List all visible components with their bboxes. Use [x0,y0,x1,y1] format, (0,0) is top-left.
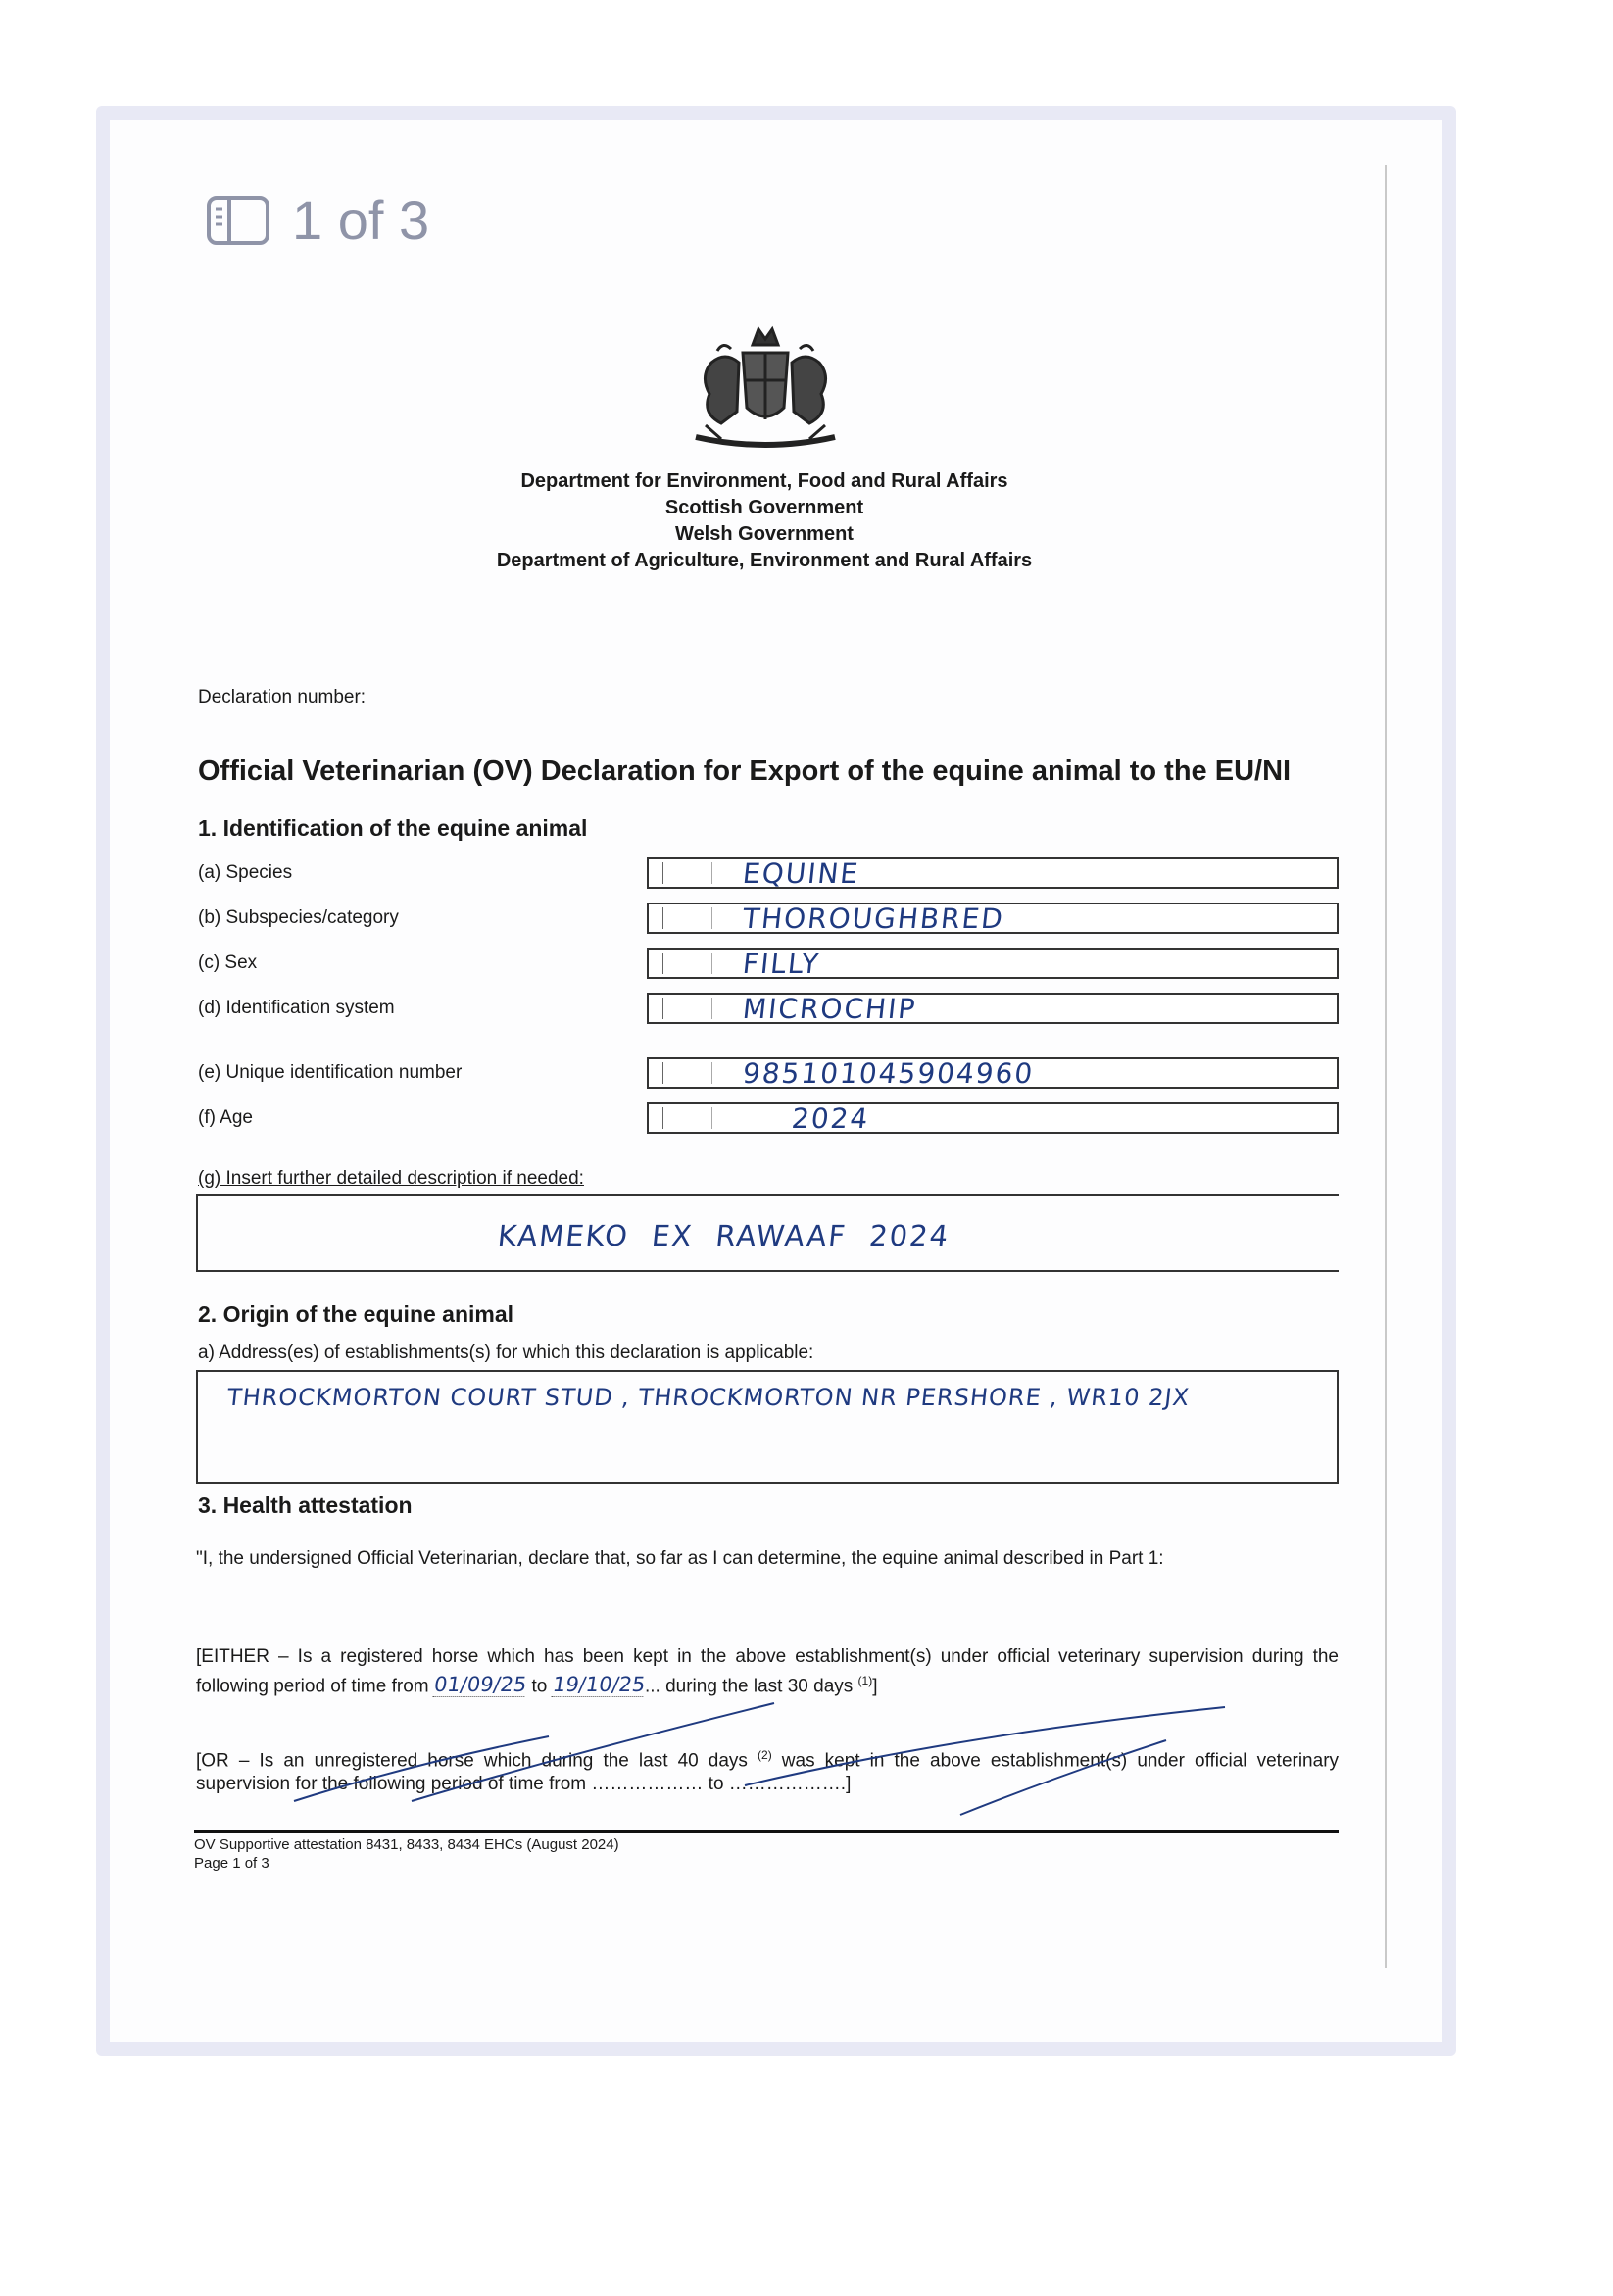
subspecies-value: THOROUGHBRED [741,903,1006,935]
footnote-ref: (2) [758,1748,772,1762]
footer-divider [194,1830,1339,1833]
attestation-intro: "I, the undersigned Official Veterinarian, declare that, so far as I can determine, the equine animal described in Part 1: [196,1548,1164,1569]
either-close-bracket: ] [872,1676,878,1697]
age-label: (f) Age [198,1107,253,1128]
page-indicator[interactable] [206,188,429,252]
section-2-heading: 2. Origin of the equine animal [198,1301,514,1327]
period-from-value[interactable]: 01/09/25 [432,1673,528,1697]
sex-field[interactable] [647,948,1339,979]
either-text-end: ... during the last 30 days [644,1676,854,1697]
subspecies-label: (b) Subspecies/category [198,907,399,928]
department-name: Department for Environment, Food and Rural Affairs [520,470,1008,492]
department-list [372,468,1156,574]
declaration-number-label: Declaration number: [198,687,367,708]
either-text: [EITHER – Is a registered horse which has been kept in the above establishment(s) under official veterinary supervision during the following period of time from [196,1646,1339,1697]
unique-id-label: (e) Unique identification number [198,1062,463,1083]
section-3-heading: 3. Health attestation [198,1492,413,1518]
sex-value: FILLY [741,948,822,980]
or-clause [196,1743,1339,1796]
period-to-word: to [531,1676,548,1697]
or-text: [OR – Is an unregistered horse which during the last 40 days [196,1750,748,1772]
section-1-heading: 1. Identification of the equine animal [198,815,588,841]
address-value: THROCKMORTON COURT STUD , THROCKMORTON NR PERSHORE , WR10 2JX [225,1384,1192,1411]
footer-attestation-reference: OV Supportive attestation 8431, 8433, 8434 EHCs (August 2024) [194,1836,619,1853]
identification-system-label: (d) Identification system [198,998,395,1018]
address-field[interactable] [196,1370,1339,1484]
age-value: 2024 [790,1102,871,1135]
unique-id-field[interactable] [647,1057,1339,1089]
or-text-end: was kept in the above establishment(s) under official veterinary supervision for the following period of time from ……………… to ……………….] [196,1750,1340,1795]
identification-system-value: MICROCHIP [741,993,918,1025]
department-name: Department of Agriculture, Environment and Rural Affairs [496,550,1033,571]
royal-coat-of-arms-icon [682,323,849,463]
subspecies-field[interactable] [647,903,1339,934]
footnote-ref: (1) [857,1674,873,1687]
species-field[interactable] [647,857,1339,889]
department-name: Scottish Government [664,497,864,518]
period-to-value[interactable]: 19/10/25 [551,1673,647,1697]
description-label: (g) Insert further detailed description if needed: [198,1168,584,1189]
age-field[interactable] [647,1102,1339,1134]
sidebar-toggle-icon[interactable] [206,195,270,246]
description-value: KAMEKO EX RAWAAF 2024 [496,1219,952,1252]
page-edge-shadow [1385,165,1387,1968]
species-value: EQUINE [741,857,861,890]
form-title: Official Veterinarian (OV) Declaration for Export of the equine animal to the EU/NI [198,756,1292,787]
unique-id-value: 985101045904960 [741,1057,1036,1090]
page-count-label: 1 of 3 [292,189,430,251]
identification-system-field[interactable] [647,993,1339,1024]
footer-page-number: Page 1 of 3 [194,1855,269,1872]
description-field[interactable] [196,1194,1339,1272]
either-clause [196,1645,1339,1698]
species-label: (a) Species [198,862,293,883]
sex-label: (c) Sex [198,953,258,973]
department-name: Welsh Government [675,523,854,545]
address-label: a) Address(es) of establishments(s) for which this declaration is applicable: [198,1343,814,1363]
